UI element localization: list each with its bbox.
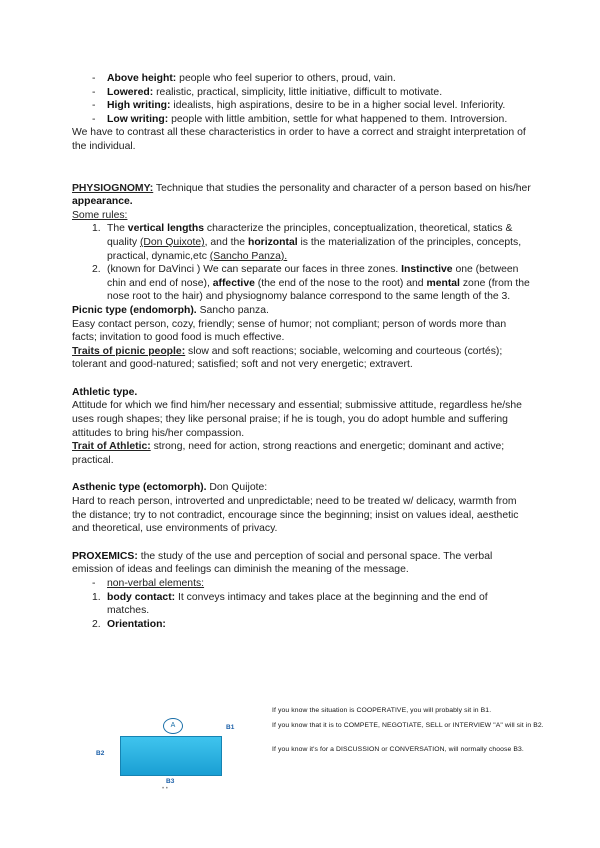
note-cooperative: If you know the situation is COOPERATIVE, you will probably sit in B1.	[272, 707, 492, 714]
nonverbal-list	[72, 591, 532, 632]
physiognomy-definition: PHYSIOGNOMY: Technique that studies the personality and character of a person based on his/her appearance.	[72, 182, 531, 208]
physiognomy-heading: PHYSIOGNOMY:	[72, 182, 154, 194]
proxemics-heading: PROXEMICS:	[72, 550, 138, 562]
document-body	[72, 72, 532, 631]
list-item: - Lowered: realistic, practical, simplicity, little initiative, difficult to motivate.	[92, 86, 532, 100]
nonverbal-label: - non-verbal elements:	[92, 578, 205, 589]
asthenic-description: Hard to reach person, introverted and unpredictable; need to be treated w/ delicacy, warmth from the distance; try to not contradict, encourage since the beginning; insist on values ideal, aesthetic and theoretical, use environments of privacy.	[72, 496, 519, 535]
athletic-description: Attitude for which we find him/her necessary and essential; submissive attitude, regardless he/she uses rough shapes; they like personal praise; if he is tough, you do adopt humble and suffering attitudes to bring his/her compassion.	[72, 400, 522, 439]
seat-b2-label: B2	[96, 750, 105, 757]
proxemics-definition: PROXEMICS: the study of the use and perception of social and personal space. The verbal emission of ideas and feelings can diminish the meaning of the message.	[72, 550, 493, 576]
rules-list	[72, 222, 532, 304]
table-rectangle	[120, 736, 222, 776]
picnic-title: Picnic type (endomorph). Sancho panza.	[72, 304, 269, 316]
seat-dots: • •	[162, 786, 168, 792]
seat-a: A	[163, 718, 183, 734]
picnic-description: Easy contact person, cozy, friendly; sense of humor; not compliant; person of words more than facts; invitation to good food is much effective.	[72, 318, 507, 344]
rule-item: 1. The vertical lengths characterize the principles, conceptualization, theoretical, statics & quality (Don Quixote), and the horizontal is the materialization of the principles, concepts, practical, dynamic,etc (Sancho Panza).	[92, 223, 522, 262]
list-item: - Low writing: people with little ambition, settle for what happened to them. Introversion.	[92, 113, 532, 127]
list-item: - Above height: people who feel superior to others, proud, vain.	[92, 72, 532, 86]
seat-b1-label: B1	[226, 724, 235, 731]
seat-b3-label: B3	[166, 778, 175, 785]
note-compete: If you know that it is to COMPETE, NEGOTIATE, SELL or INTERVIEW "A" will sit in B2.	[272, 722, 544, 729]
rule-item: 2. (known for DaVinci ) We can separate our faces in three zones. Instinctive one (between chin and end of nose), affective (the end of the nose to the root) and mental zone (from the nose root to the hair) and physiognomy balance correspond to the same length of the 3.	[92, 264, 530, 303]
list-item: - High writing: idealists, high aspirations, desire to be in a higher social level. Inferiority.	[92, 99, 532, 113]
some-rules-label: Some rules:	[72, 209, 128, 221]
asthenic-title: Asthenic type (ectomorph). Don Quijote:	[72, 482, 268, 494]
nonverbal-item: 1. body contact: It conveys intimacy and takes place at the beginning and the end of matches.	[92, 591, 488, 617]
picnic-traits: Traits of picnic people: slow and soft reactions; sociable, welcoming and courteous (cortés); tolerant and good-natured; satisfied; soft and not very energetic; extravert.	[72, 345, 503, 371]
athletic-title: Athletic type.	[72, 386, 138, 398]
orientation-diagram	[90, 718, 260, 798]
note-discussion: If you know it's for a DISCUSSION or CONVERSATION, will normally choose B3.	[272, 746, 524, 753]
nonverbal-item: 2. Orientation:	[92, 618, 166, 630]
athletic-traits: Trait of Athletic: strong, need for action, strong reactions and energetic; dominant and active; practical.	[72, 441, 505, 466]
writing-traits-list	[72, 72, 532, 126]
contrast-paragraph: We have to contrast all these characteristics in order to have a correct and straight interpretation of the individual.	[72, 127, 526, 152]
